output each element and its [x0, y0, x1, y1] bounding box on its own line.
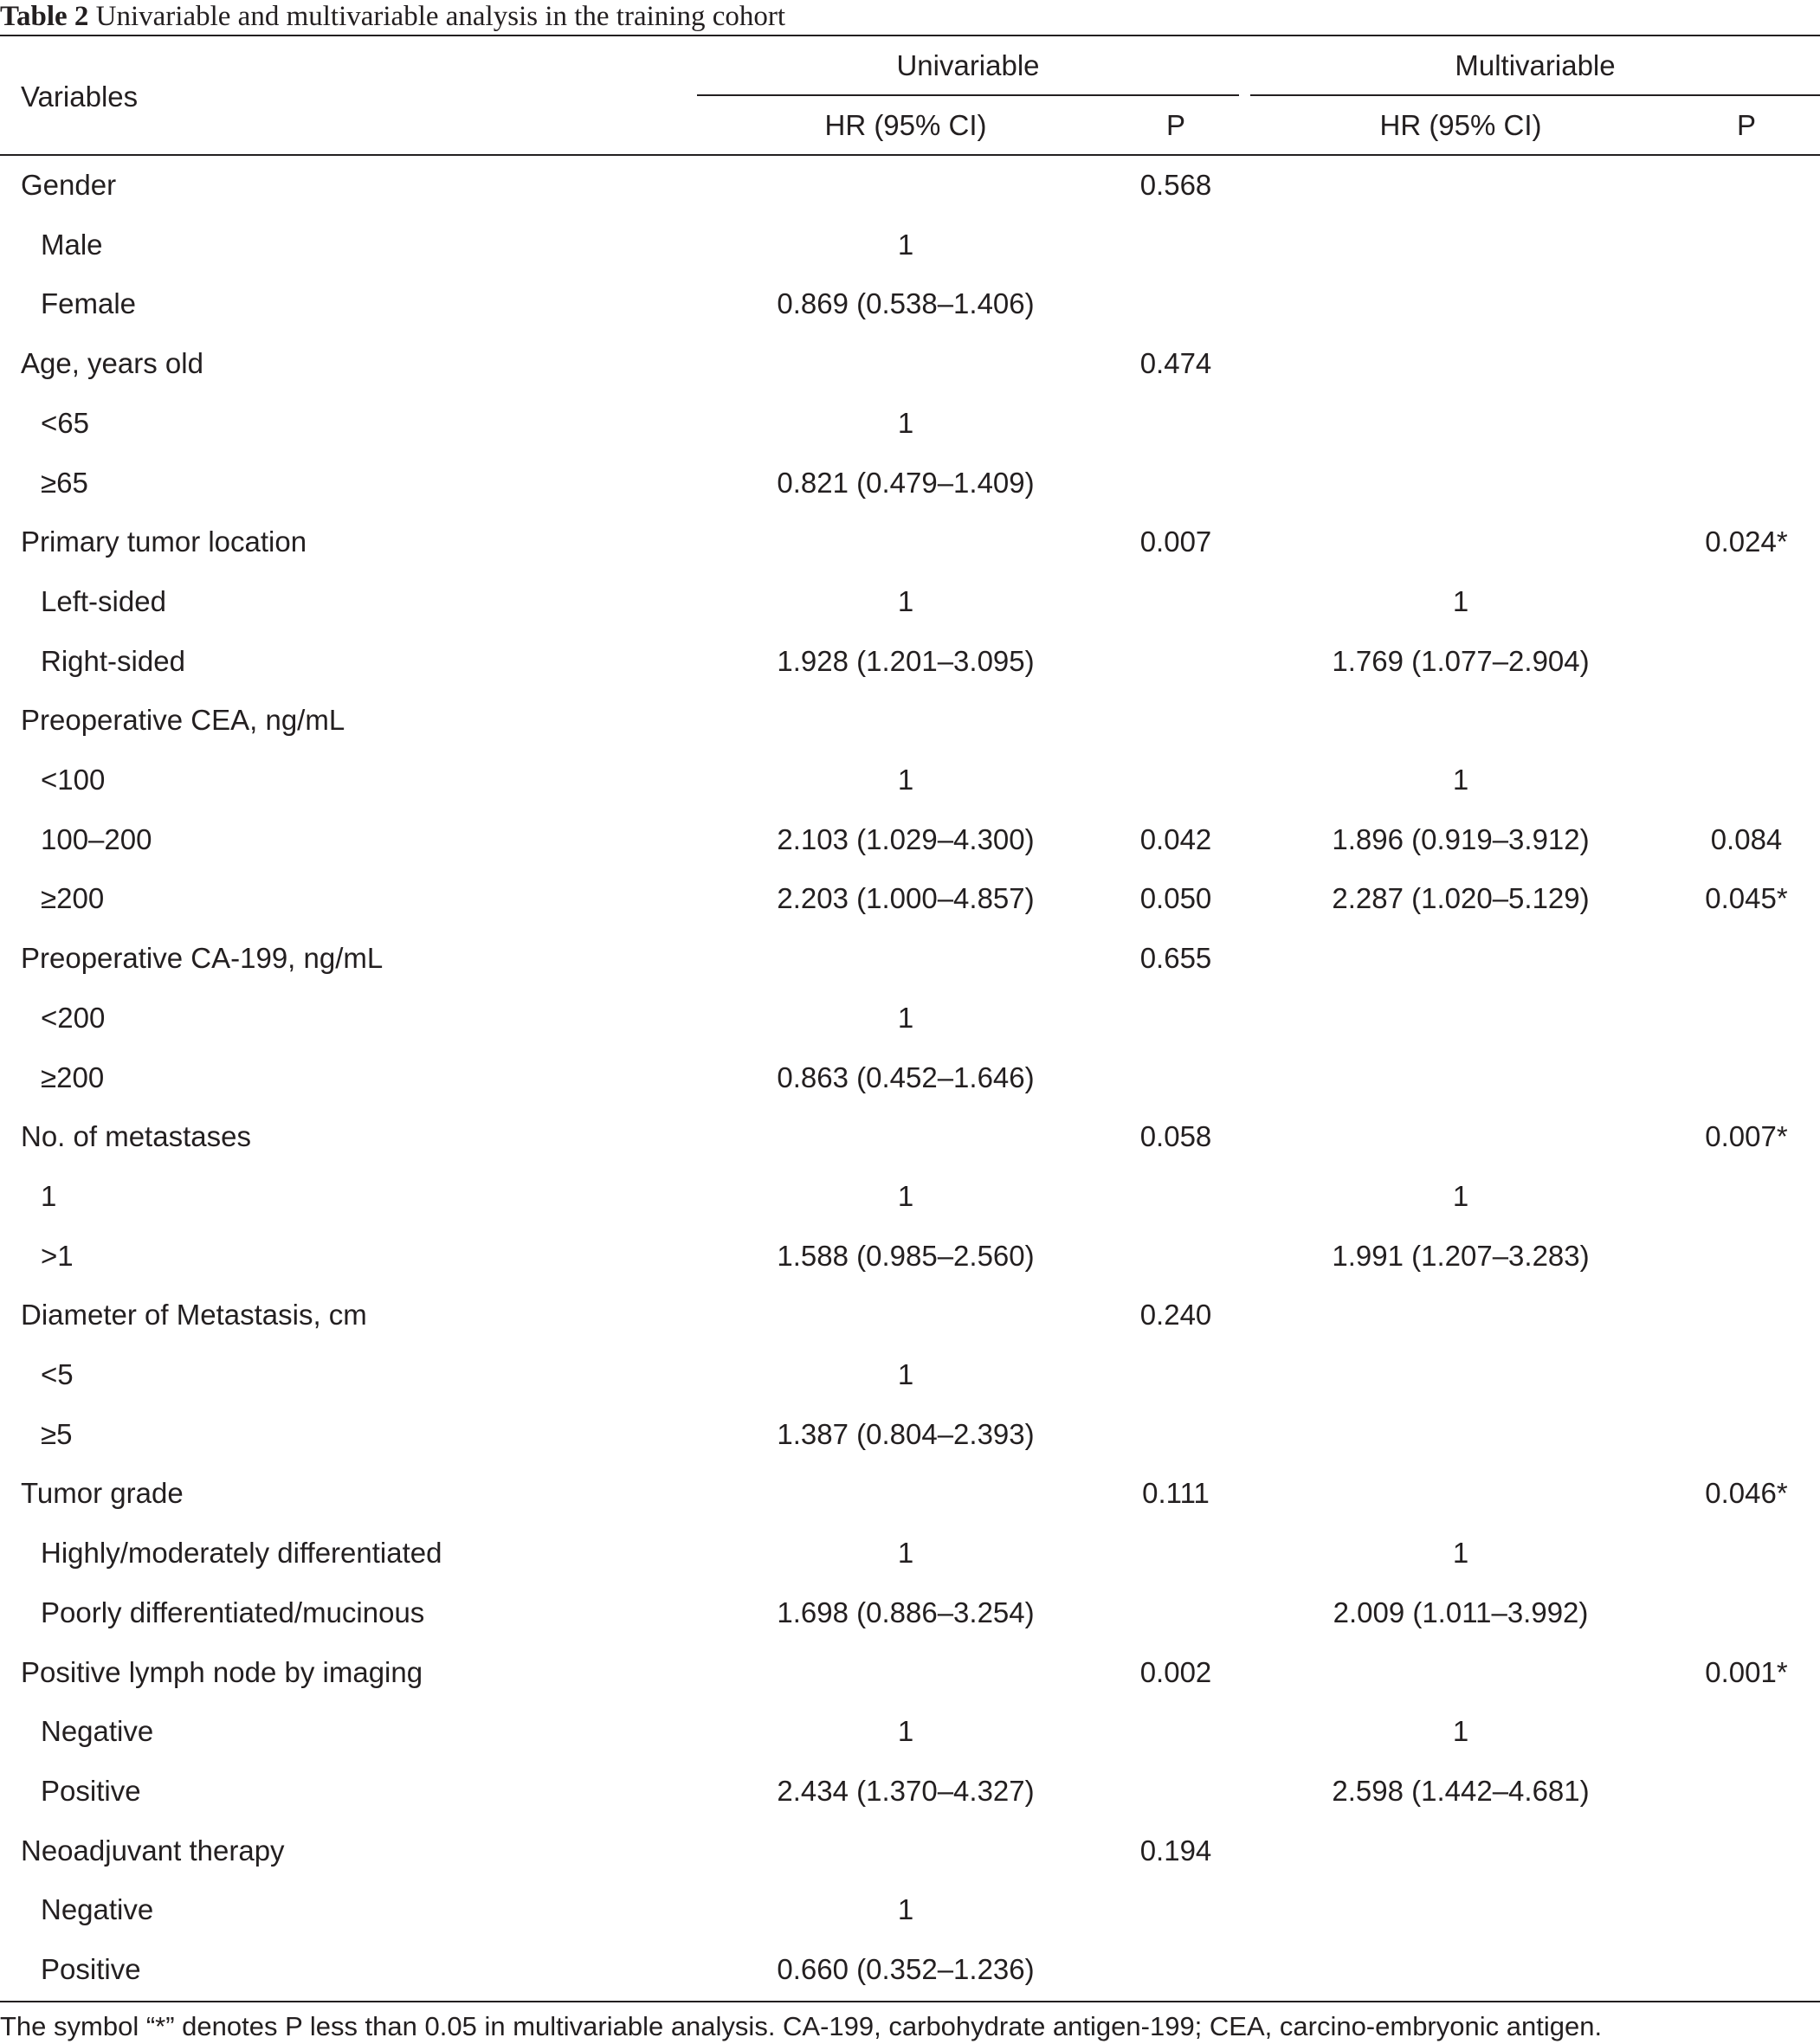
multivariable-p-cell: 0.007*	[1705, 1120, 1788, 1152]
variable-cell: Female	[41, 287, 137, 319]
multivariable-p-cell	[1673, 941, 1820, 976]
multivariable-hr-cell	[1249, 466, 1673, 500]
univariable-hr-cell: 0.821 (0.479–1.409)	[777, 467, 1035, 499]
bottom-rule	[0, 2001, 1820, 2002]
univariable-p-cell	[1119, 1001, 1233, 1035]
univariable-p-cell	[1119, 1892, 1233, 1927]
variable-cell: ≥5	[41, 1418, 73, 1450]
variable-cell: >1	[41, 1240, 74, 1272]
multivariable-p-cell	[1673, 703, 1820, 738]
univariable-p-cell	[1119, 644, 1233, 679]
univariable-p-cell: 0.007	[1139, 526, 1212, 558]
variable-cell: ≥65	[41, 467, 88, 499]
variable-cell: Age, years old	[21, 347, 203, 379]
variable-cell: Diameter of Metastasis, cm	[21, 1299, 367, 1331]
variable-cell: Positive	[41, 1775, 141, 1807]
multivariable-p-cell	[1673, 1239, 1820, 1273]
multivariable-p-cell	[1673, 644, 1820, 679]
univariable-hr-cell: 1	[897, 1358, 914, 1390]
univariable-hr-cell: 1	[897, 585, 914, 617]
variable-cell: <100	[41, 764, 106, 796]
univariable-hr-cell	[693, 1834, 1119, 1868]
multivariable-hr-cell	[1249, 1952, 1673, 1987]
multivariable-p-cell: 0.084	[1710, 823, 1783, 855]
multivariable-p-cell	[1673, 1001, 1820, 1035]
univariable-hr-cell: 1.698 (0.886–3.254)	[777, 1596, 1035, 1628]
multivariable-hr-cell	[1249, 1119, 1673, 1154]
univariable-underline	[697, 94, 1239, 96]
multivariable-hr-cell	[1249, 1892, 1673, 1927]
multivariable-p-cell	[1673, 406, 1820, 441]
table-title: Univariable and multivariable analysis in the training cohort	[95, 1, 786, 32]
multivariable-p-cell: 0.024*	[1705, 526, 1788, 558]
variable-cell: No. of metastases	[21, 1120, 251, 1152]
variable-cell: <65	[41, 407, 89, 439]
header-uni-p: P	[1165, 109, 1185, 141]
univariable-p-cell: 0.050	[1139, 882, 1212, 914]
univariable-hr-cell: 0.660 (0.352–1.236)	[777, 1953, 1035, 1985]
top-rule	[0, 35, 1820, 36]
univariable-hr-cell: 1.928 (1.201–3.095)	[777, 645, 1035, 677]
variable-cell: Primary tumor location	[21, 526, 307, 558]
univariable-p-cell	[1119, 1061, 1233, 1095]
univariable-hr-cell	[693, 168, 1119, 203]
variable-cell: Positive lymph node by imaging	[21, 1656, 423, 1688]
multivariable-hr-cell: 2.009 (1.011–3.992)	[1333, 1596, 1589, 1628]
variable-cell: Neoadjuvant therapy	[21, 1834, 285, 1867]
univariable-hr-cell: 2.103 (1.029–4.300)	[777, 823, 1035, 855]
univariable-hr-cell: 1	[897, 229, 914, 261]
multivariable-p-cell	[1673, 228, 1820, 262]
multivariable-p-cell: 0.001*	[1705, 1656, 1788, 1688]
univariable-hr-cell: 1.387 (0.804–2.393)	[777, 1418, 1035, 1450]
univariable-hr-cell: 0.863 (0.452–1.646)	[777, 1061, 1035, 1093]
univariable-hr-cell: 0.869 (0.538–1.406)	[777, 287, 1035, 319]
univariable-p-cell: 0.111	[1142, 1477, 1210, 1509]
multivariable-p-cell: 0.046*	[1705, 1477, 1788, 1509]
multivariable-p-cell	[1673, 1834, 1820, 1868]
variable-cell: Male	[41, 229, 103, 261]
variable-cell: Gender	[21, 169, 117, 201]
multivariable-p-cell	[1673, 1596, 1820, 1630]
multivariable-hr-cell	[1249, 1298, 1673, 1332]
univariable-hr-cell: 1	[897, 407, 914, 439]
variable-cell: Left-sided	[41, 585, 166, 617]
variable-cell: Right-sided	[41, 645, 185, 677]
multivariable-p-cell: 0.045*	[1705, 882, 1788, 914]
univariable-p-cell: 0.058	[1139, 1120, 1212, 1152]
variable-cell: Tumor grade	[21, 1477, 184, 1509]
univariable-p-cell	[1119, 1714, 1233, 1749]
multivariable-p-cell	[1673, 763, 1820, 797]
univariable-hr-cell: 1	[897, 1893, 914, 1925]
multivariable-p-cell	[1673, 1417, 1820, 1452]
table-footnote: The symbol “*” denotes P less than 0.05 in multivariable analysis. CA-199, carbohydrate antigen-199; CEA, carcino-embryonic antigen.	[0, 2011, 1603, 2041]
variable-cell: 100–200	[41, 823, 152, 855]
multivariable-hr-cell	[1249, 406, 1673, 441]
univariable-p-cell	[1119, 703, 1233, 738]
multivariable-p-cell	[1673, 1061, 1820, 1095]
univariable-hr-cell: 2.203 (1.000–4.857)	[777, 882, 1035, 914]
multivariable-p-cell	[1673, 584, 1820, 619]
header-multivariable: Multivariable	[1455, 49, 1616, 81]
multivariable-p-cell	[1673, 466, 1820, 500]
univariable-p-cell	[1119, 1952, 1233, 1987]
univariable-p-cell	[1119, 1596, 1233, 1630]
multivariable-hr-cell	[1249, 346, 1673, 381]
multivariable-hr-cell: 1.896 (0.919–3.912)	[1332, 823, 1590, 855]
multivariable-hr-cell	[1249, 1357, 1673, 1392]
univariable-hr-cell	[693, 941, 1119, 976]
univariable-hr-cell: 1.588 (0.985–2.560)	[777, 1240, 1035, 1272]
multivariable-p-cell	[1673, 1357, 1820, 1392]
variable-cell: Positive	[41, 1953, 141, 1985]
multivariable-hr-cell: 1	[1452, 585, 1469, 617]
variable-cell: Negative	[41, 1893, 154, 1925]
multivariable-hr-cell	[1249, 228, 1673, 262]
header-rule	[0, 154, 1820, 156]
multivariable-hr-cell: 1.769 (1.077–2.904)	[1332, 645, 1590, 677]
univariable-p-cell	[1119, 1357, 1233, 1392]
variable-cell: <5	[41, 1358, 74, 1390]
multivariable-p-cell	[1673, 1298, 1820, 1332]
multivariable-hr-cell: 1	[1452, 1180, 1469, 1212]
multivariable-hr-cell: 2.598 (1.442–4.681)	[1332, 1775, 1590, 1807]
univariable-p-cell	[1119, 1774, 1233, 1809]
univariable-hr-cell: 1	[897, 1715, 914, 1747]
variable-cell: Poorly differentiated/mucinous	[41, 1596, 425, 1628]
univariable-p-cell: 0.474	[1139, 347, 1212, 379]
multivariable-hr-cell	[1249, 525, 1673, 559]
univariable-hr-cell	[693, 525, 1119, 559]
multivariable-hr-cell: 1	[1452, 1715, 1469, 1747]
univariable-p-cell	[1119, 1417, 1233, 1452]
univariable-hr-cell: 1	[897, 1002, 914, 1034]
univariable-hr-cell: 1	[897, 1180, 914, 1212]
multivariable-hr-cell	[1249, 1476, 1673, 1511]
multivariable-hr-cell: 1	[1452, 1537, 1469, 1569]
univariable-p-cell: 0.655	[1139, 942, 1212, 974]
univariable-p-cell	[1119, 287, 1233, 321]
multivariable-hr-cell	[1249, 1417, 1673, 1452]
multivariable-hr-cell: 1.991 (1.207–3.283)	[1332, 1240, 1590, 1272]
multivariable-p-cell	[1673, 1774, 1820, 1809]
variable-cell: Preoperative CEA, ng/mL	[21, 704, 345, 736]
multivariable-hr-cell	[1249, 703, 1673, 738]
header-uni-hr: HR (95% CI)	[824, 109, 987, 141]
multivariable-p-cell	[1673, 1952, 1820, 1987]
table-caption	[0, 2, 785, 33]
univariable-p-cell	[1119, 406, 1233, 441]
multivariable-hr-cell	[1249, 941, 1673, 976]
header-multi-p: P	[1736, 109, 1756, 141]
univariable-p-cell	[1119, 466, 1233, 500]
univariable-hr-cell: 1	[897, 1537, 914, 1569]
univariable-p-cell: 0.194	[1139, 1834, 1212, 1867]
variable-cell: 1	[41, 1180, 57, 1212]
univariable-hr-cell	[693, 1298, 1119, 1332]
variable-cell: ≥200	[41, 882, 105, 914]
variable-cell: Highly/moderately differentiated	[41, 1537, 442, 1569]
multivariable-p-cell	[1673, 1714, 1820, 1749]
multivariable-hr-cell: 1	[1452, 764, 1469, 796]
multivariable-p-cell	[1673, 287, 1820, 321]
multivariable-hr-cell: 2.287 (1.020–5.129)	[1332, 882, 1590, 914]
multivariable-hr-cell	[1249, 1834, 1673, 1868]
header-multi-hr: HR (95% CI)	[1379, 109, 1542, 141]
multivariable-hr-cell	[1249, 1061, 1673, 1095]
univariable-p-cell	[1119, 584, 1233, 619]
univariable-p-cell	[1119, 1179, 1233, 1214]
multivariable-hr-cell	[1249, 1001, 1673, 1035]
univariable-hr-cell: 1	[897, 764, 914, 796]
univariable-hr-cell	[693, 1476, 1119, 1511]
univariable-hr-cell	[693, 703, 1119, 738]
univariable-p-cell	[1119, 228, 1233, 262]
univariable-p-cell: 0.002	[1139, 1656, 1212, 1688]
univariable-p-cell: 0.042	[1139, 823, 1212, 855]
header-variables: Variables	[21, 81, 139, 113]
multivariable-hr-cell	[1249, 1655, 1673, 1690]
multivariable-p-cell	[1673, 1536, 1820, 1570]
univariable-hr-cell	[693, 1655, 1119, 1690]
univariable-p-cell	[1119, 763, 1233, 797]
univariable-hr-cell	[693, 1119, 1119, 1154]
multivariable-hr-cell	[1249, 168, 1673, 203]
univariable-p-cell: 0.568	[1139, 169, 1212, 201]
univariable-p-cell	[1119, 1536, 1233, 1570]
variable-cell: Preoperative CA-199, ng/mL	[21, 942, 384, 974]
table-label: Table 2	[0, 1, 89, 32]
multivariable-p-cell	[1673, 168, 1820, 203]
variable-cell: <200	[41, 1002, 106, 1034]
variable-cell: Negative	[41, 1715, 154, 1747]
multivariable-underline	[1250, 94, 1820, 96]
header-univariable: Univariable	[896, 49, 1040, 81]
multivariable-p-cell	[1673, 1892, 1820, 1927]
univariable-p-cell	[1119, 1239, 1233, 1273]
variable-cell: ≥200	[41, 1061, 105, 1093]
univariable-hr-cell: 2.434 (1.370–4.327)	[777, 1775, 1035, 1807]
univariable-hr-cell	[693, 346, 1119, 381]
multivariable-hr-cell	[1249, 287, 1673, 321]
univariable-p-cell: 0.240	[1139, 1299, 1212, 1331]
multivariable-p-cell	[1673, 346, 1820, 381]
multivariable-p-cell	[1673, 1179, 1820, 1214]
